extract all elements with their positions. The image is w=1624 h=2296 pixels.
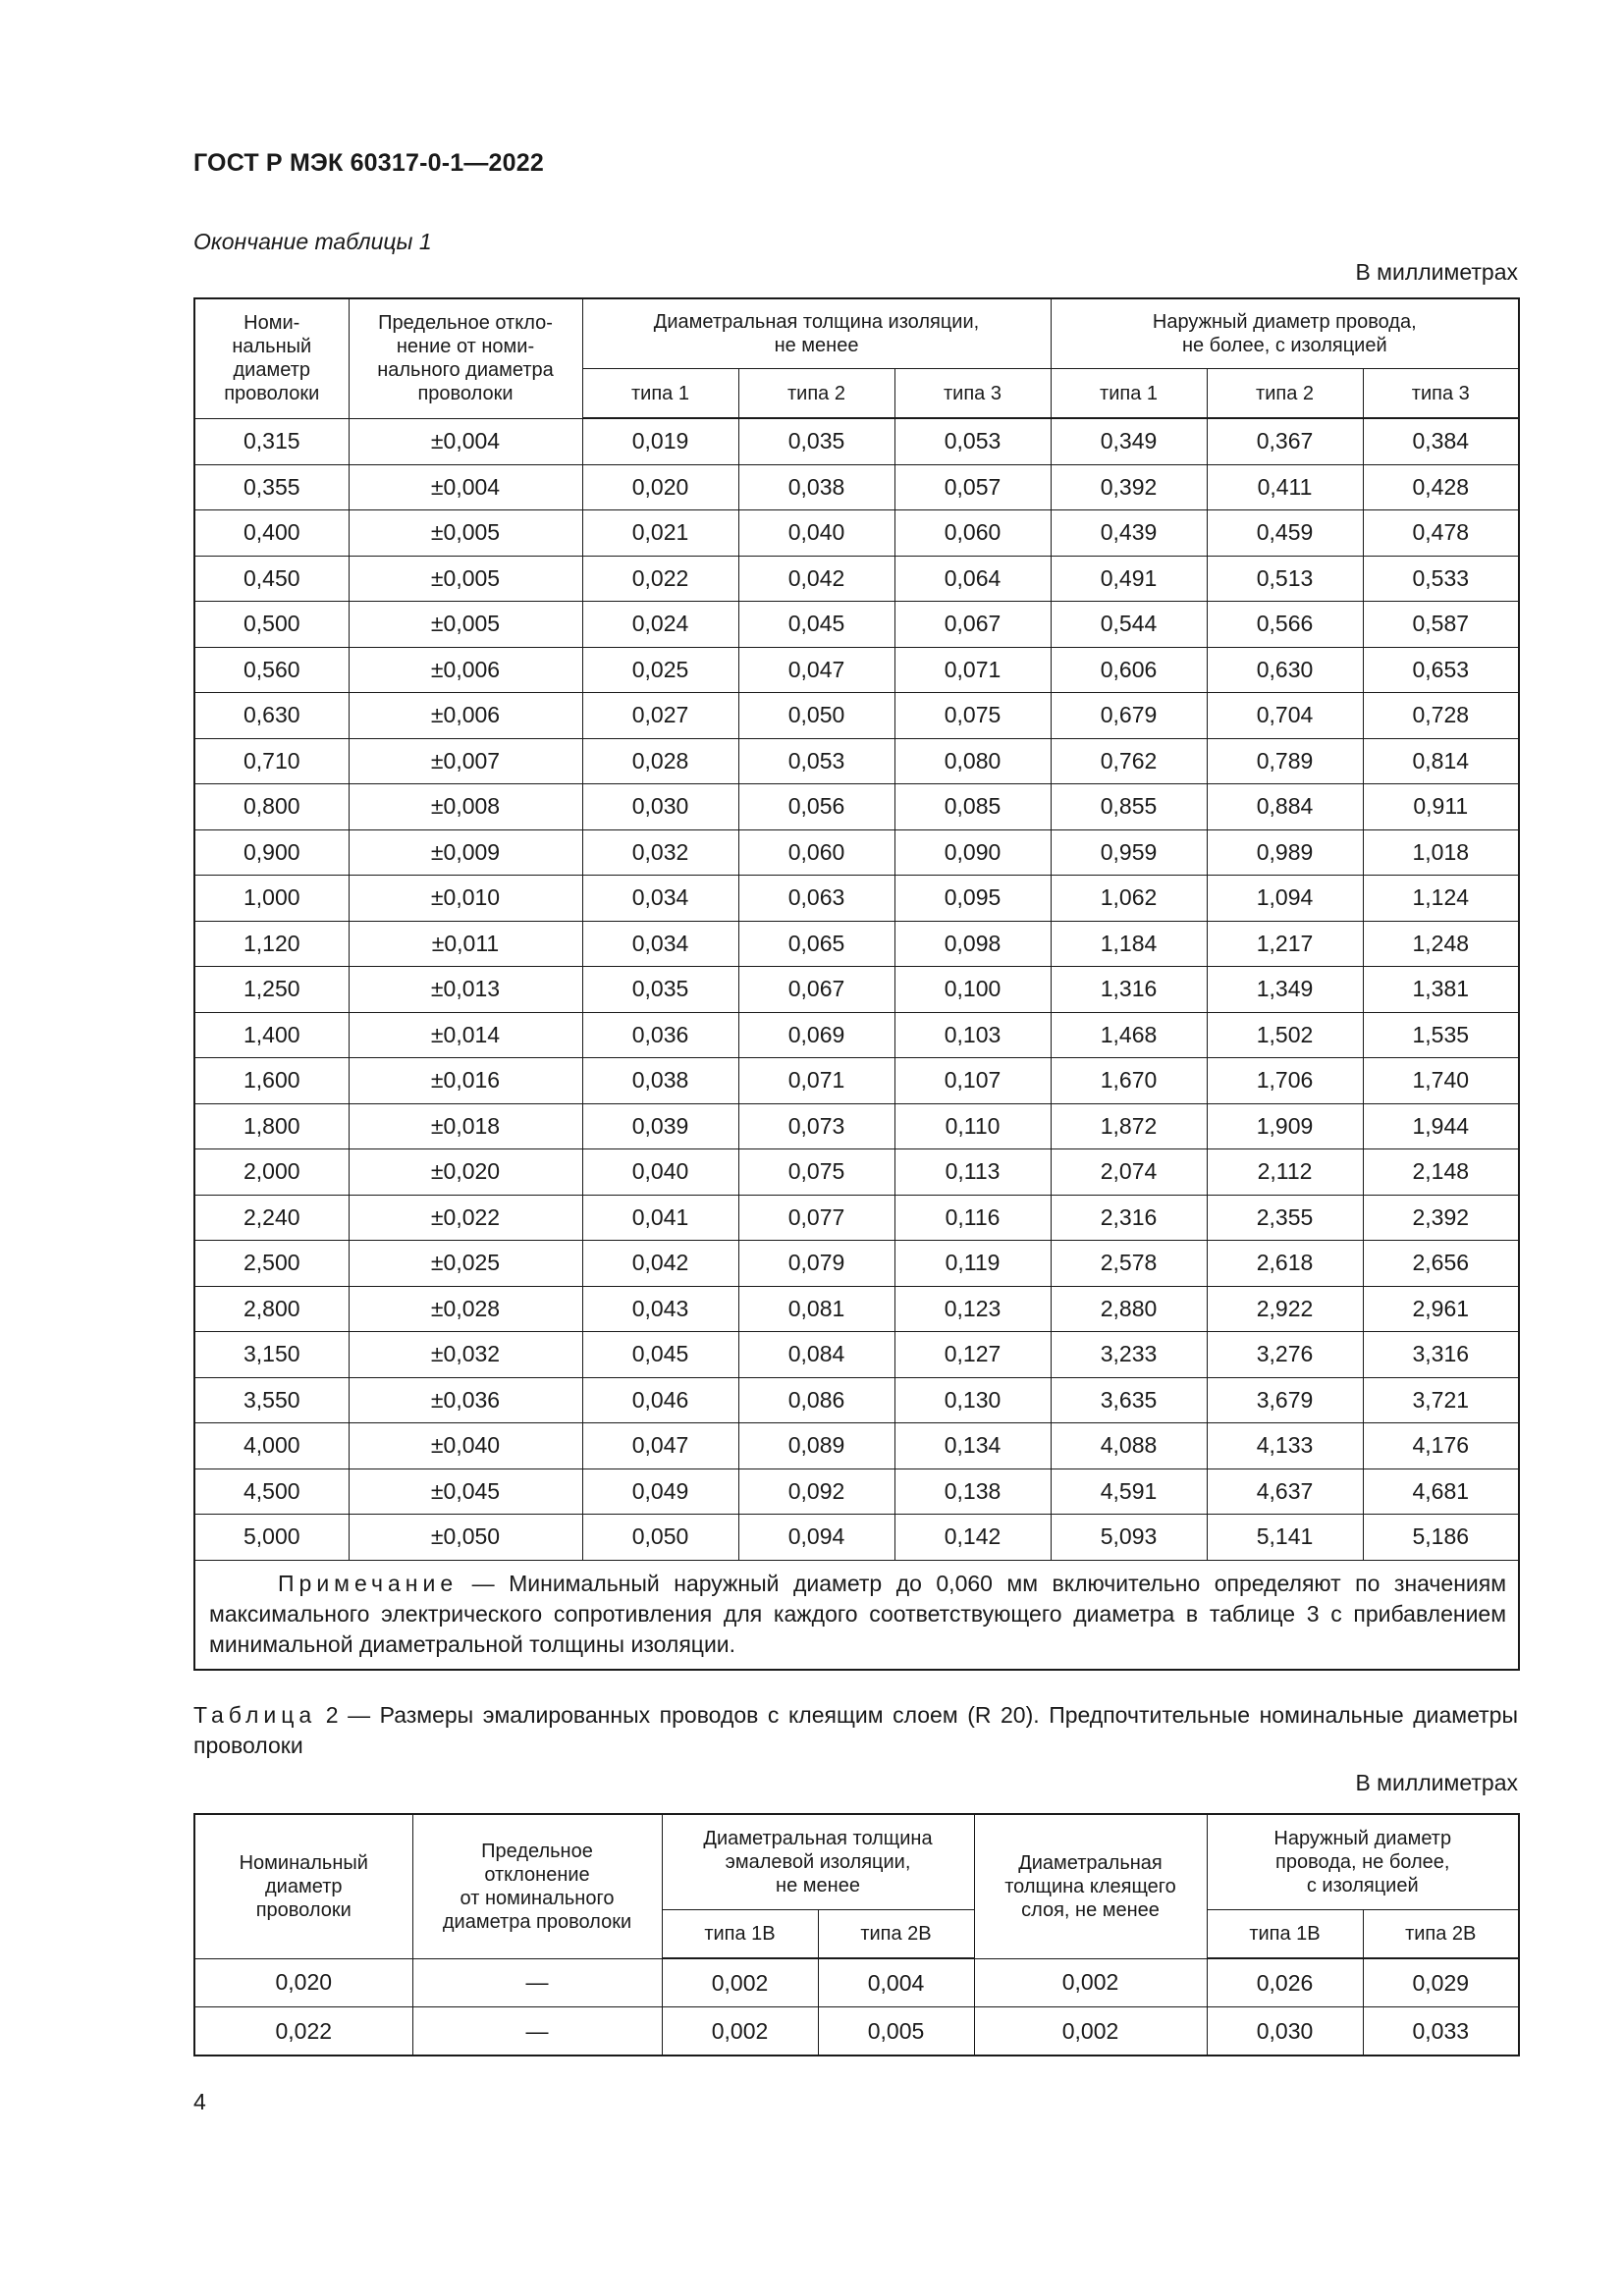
table-cell: 0,085: [894, 784, 1051, 830]
table-cell: 0,002: [662, 1958, 818, 2007]
table-cell: 0,911: [1363, 784, 1519, 830]
table-cell: 0,067: [738, 967, 894, 1013]
table-cell: 0,900: [194, 829, 349, 876]
table-cell: ±0,009: [349, 829, 582, 876]
table-row: [194, 921, 1519, 967]
table-row: [194, 1468, 1519, 1515]
table-cell: 0,065: [738, 921, 894, 967]
table-cell: 3,233: [1051, 1332, 1207, 1378]
table-cell: 0,080: [894, 738, 1051, 784]
table-cell: 0,134: [894, 1423, 1051, 1469]
table-cell: 0,042: [738, 556, 894, 602]
t2-subheader-type: типа 2В: [818, 1910, 974, 1959]
table-cell: 0,119: [894, 1241, 1051, 1287]
table-cell: 4,637: [1207, 1468, 1363, 1515]
table-cell: 0,884: [1207, 784, 1363, 830]
table-row: [194, 738, 1519, 784]
table-cell: 0,022: [194, 2007, 412, 2056]
table-row: [194, 876, 1519, 922]
table-cell: 0,022: [582, 556, 738, 602]
table-cell: 0,057: [894, 464, 1051, 510]
table-cell: 2,148: [1363, 1149, 1519, 1196]
table-cell: 0,142: [894, 1515, 1051, 1561]
table-cell: 0,800: [194, 784, 349, 830]
table-cell: 1,062: [1051, 876, 1207, 922]
table-cell: ±0,016: [349, 1058, 582, 1104]
table-cell: 0,073: [738, 1103, 894, 1149]
table-cell: 1,800: [194, 1103, 349, 1149]
table-cell: ±0,010: [349, 876, 582, 922]
table2: [193, 1813, 1520, 2056]
table-cell: 1,184: [1051, 921, 1207, 967]
table-cell: 4,133: [1207, 1423, 1363, 1469]
table-cell: 3,150: [194, 1332, 349, 1378]
table-row: [194, 464, 1519, 510]
table-cell: 1,670: [1051, 1058, 1207, 1104]
note-label: Примечание: [278, 1571, 459, 1596]
subheader-type: типа 1: [1051, 369, 1207, 419]
table-cell: 0,500: [194, 602, 349, 648]
table-cell: 0,025: [582, 647, 738, 693]
table-cell: 0,513: [1207, 556, 1363, 602]
table-cell: 0,384: [1363, 418, 1519, 464]
table-cell: 2,000: [194, 1149, 349, 1196]
table-cell: 0,855: [1051, 784, 1207, 830]
table-cell: 2,240: [194, 1195, 349, 1241]
table-cell: ±0,018: [349, 1103, 582, 1149]
table-row: [194, 647, 1519, 693]
table-cell: ±0,006: [349, 693, 582, 739]
table-cell: 0,411: [1207, 464, 1363, 510]
table-cell: 0,035: [582, 967, 738, 1013]
table-cell: ±0,005: [349, 556, 582, 602]
table1-caption: Окончание таблицы 1: [193, 229, 432, 254]
table-cell: 3,276: [1207, 1332, 1363, 1378]
table-cell: ±0,014: [349, 1012, 582, 1058]
table-cell: 3,635: [1051, 1377, 1207, 1423]
table-cell: 0,038: [582, 1058, 738, 1104]
table-row: [194, 418, 1519, 464]
table-cell: 2,961: [1363, 1286, 1519, 1332]
table-cell: 0,020: [194, 1958, 412, 2007]
table-cell: 0,042: [582, 1241, 738, 1287]
table-cell: 0,030: [582, 784, 738, 830]
table-cell: 0,762: [1051, 738, 1207, 784]
table-cell: 1,124: [1363, 876, 1519, 922]
table-cell: 0,728: [1363, 693, 1519, 739]
table-cell: 5,186: [1363, 1515, 1519, 1561]
table-cell: ±0,040: [349, 1423, 582, 1469]
table-cell: 3,721: [1363, 1377, 1519, 1423]
table-cell: 0,034: [582, 876, 738, 922]
table-cell: 0,560: [194, 647, 349, 693]
table-row: [194, 1958, 1519, 2007]
note-text: — Минимальный наружный диаметр до 0,060 мм включительно определяют по значениям максимального электрического сопротивления для каждого соответствующего диаметра в таблице 3 с прибавлением минимальной диаметральной толщины изоляции.: [209, 1571, 1507, 1657]
table-cell: 0,100: [894, 967, 1051, 1013]
table-cell: 2,880: [1051, 1286, 1207, 1332]
table-cell: 0,355: [194, 464, 349, 510]
table-cell: 3,679: [1207, 1377, 1363, 1423]
table-cell: 0,047: [582, 1423, 738, 1469]
table-cell: 0,035: [738, 418, 894, 464]
table-cell: 0,103: [894, 1012, 1051, 1058]
table-cell: 0,004: [818, 1958, 974, 2007]
table-cell: 0,092: [738, 1468, 894, 1515]
table-cell: ±0,036: [349, 1377, 582, 1423]
table-cell: 0,030: [1207, 2007, 1363, 2056]
t2-subheader-type: типа 1В: [662, 1910, 818, 1959]
table-cell: 0,098: [894, 921, 1051, 967]
table-cell: 0,079: [738, 1241, 894, 1287]
table-cell: 0,050: [582, 1515, 738, 1561]
table-cell: ±0,050: [349, 1515, 582, 1561]
table-cell: 0,036: [582, 1012, 738, 1058]
table-cell: 1,706: [1207, 1058, 1363, 1104]
table-cell: 0,060: [894, 510, 1051, 557]
table-cell: 0,123: [894, 1286, 1051, 1332]
table-cell: 1,944: [1363, 1103, 1519, 1149]
table-cell: 1,217: [1207, 921, 1363, 967]
table-cell: 0,033: [1363, 2007, 1519, 2056]
table-cell: —: [412, 1958, 662, 2007]
table-cell: ±0,011: [349, 921, 582, 967]
table-row: [194, 1241, 1519, 1287]
table-cell: 0,392: [1051, 464, 1207, 510]
table-cell: 0,043: [582, 1286, 738, 1332]
table-row: [194, 1149, 1519, 1196]
table-cell: 0,046: [582, 1377, 738, 1423]
table-row: [194, 1332, 1519, 1378]
table-row: [194, 1423, 1519, 1469]
table-cell: 0,029: [1363, 1958, 1519, 2007]
table-row: [194, 829, 1519, 876]
table-cell: 0,063: [738, 876, 894, 922]
table-cell: 0,491: [1051, 556, 1207, 602]
table-cell: 1,400: [194, 1012, 349, 1058]
col-header-deviation: Предельное откло- нение от номи- нального диаметра проволоки: [349, 298, 582, 418]
table-cell: 0,040: [582, 1149, 738, 1196]
table-cell: 0,630: [194, 693, 349, 739]
table-cell: 4,000: [194, 1423, 349, 1469]
table-cell: 0,349: [1051, 418, 1207, 464]
table-cell: 2,500: [194, 1241, 349, 1287]
table-cell: 0,026: [1207, 1958, 1363, 2007]
subheader-type: типа 2: [738, 369, 894, 419]
col-header-outer-diameter: Наружный диаметр провода, не более, с изоляцией: [1051, 298, 1519, 369]
table-cell: 0,116: [894, 1195, 1051, 1241]
table-row: [194, 784, 1519, 830]
table-cell: 0,113: [894, 1149, 1051, 1196]
table-cell: 0,533: [1363, 556, 1519, 602]
table-row: [194, 602, 1519, 648]
table-row: [194, 510, 1519, 557]
table-cell: 0,075: [738, 1149, 894, 1196]
table-cell: 0,077: [738, 1195, 894, 1241]
table-cell: 4,591: [1051, 1468, 1207, 1515]
table-cell: 0,045: [582, 1332, 738, 1378]
table-cell: 0,020: [582, 464, 738, 510]
table-cell: 0,138: [894, 1468, 1051, 1515]
subheader-type: типа 3: [894, 369, 1051, 419]
table-cell: 0,450: [194, 556, 349, 602]
table-cell: 0,045: [738, 602, 894, 648]
table-cell: 0,028: [582, 738, 738, 784]
table-cell: 0,704: [1207, 693, 1363, 739]
table-cell: 0,400: [194, 510, 349, 557]
table-cell: 0,084: [738, 1332, 894, 1378]
table-cell: 0,069: [738, 1012, 894, 1058]
table-cell: 0,067: [894, 602, 1051, 648]
table-row: [194, 1195, 1519, 1241]
table-cell: 2,922: [1207, 1286, 1363, 1332]
table2-label: Таблица: [193, 1702, 317, 1728]
table-cell: 1,872: [1051, 1103, 1207, 1149]
t2-subheader-type: типа 2В: [1363, 1910, 1519, 1959]
table-cell: 0,027: [582, 693, 738, 739]
table-row: [194, 1103, 1519, 1149]
t2-col-header-deviation: Предельное отклонение от номинального диаметра проволоки: [412, 1814, 662, 1958]
table-cell: ±0,032: [349, 1332, 582, 1378]
table1-note: [194, 1560, 1519, 1670]
table-cell: 0,428: [1363, 464, 1519, 510]
table-cell: 0,047: [738, 647, 894, 693]
table-cell: ±0,025: [349, 1241, 582, 1287]
table2-title: [193, 1700, 1518, 1761]
table-cell: 0,606: [1051, 647, 1207, 693]
table-cell: 0,053: [738, 738, 894, 784]
table2-title-text: 2 — Размеры эмалированных проводов с клеящим слоем (R 20). Предпочтительные номинальные диаметры проволоки: [193, 1702, 1518, 1758]
table-cell: 1,094: [1207, 876, 1363, 922]
table-cell: 2,316: [1051, 1195, 1207, 1241]
table-cell: 0,095: [894, 876, 1051, 922]
table-row: [194, 967, 1519, 1013]
table-cell: 0,050: [738, 693, 894, 739]
table-cell: 3,550: [194, 1377, 349, 1423]
table-cell: 1,740: [1363, 1058, 1519, 1104]
table-cell: 2,578: [1051, 1241, 1207, 1287]
table-row: [194, 1515, 1519, 1561]
table-cell: 0,056: [738, 784, 894, 830]
table-cell: ±0,020: [349, 1149, 582, 1196]
table-cell: 0,478: [1363, 510, 1519, 557]
table-cell: 2,112: [1207, 1149, 1363, 1196]
subheader-type: типа 2: [1207, 369, 1363, 419]
table-cell: 4,500: [194, 1468, 349, 1515]
table-cell: 0,439: [1051, 510, 1207, 557]
table-cell: 5,141: [1207, 1515, 1363, 1561]
table-cell: 1,000: [194, 876, 349, 922]
table-cell: 0,315: [194, 418, 349, 464]
table-cell: 0,127: [894, 1332, 1051, 1378]
table-cell: 0,789: [1207, 738, 1363, 784]
table-cell: 0,587: [1363, 602, 1519, 648]
table-cell: ±0,007: [349, 738, 582, 784]
table-cell: 0,064: [894, 556, 1051, 602]
table-cell: ±0,005: [349, 602, 582, 648]
col-header-nominal: Номи- нальный диаметр проволоки: [194, 298, 349, 418]
table-cell: ±0,004: [349, 418, 582, 464]
table-cell: 0,002: [974, 1958, 1207, 2007]
table-cell: 0,367: [1207, 418, 1363, 464]
table-cell: 0,814: [1363, 738, 1519, 784]
table1: [193, 297, 1520, 1671]
table-cell: —: [412, 2007, 662, 2056]
table-cell: 0,071: [894, 647, 1051, 693]
table-cell: 1,248: [1363, 921, 1519, 967]
table-cell: 3,316: [1363, 1332, 1519, 1378]
table-cell: 5,093: [1051, 1515, 1207, 1561]
table-row: [194, 556, 1519, 602]
t2-col-header-enamel-thickness: Диаметральная толщина эмалевой изоляции, не менее: [662, 1814, 974, 1910]
table-cell: 1,316: [1051, 967, 1207, 1013]
table-cell: 1,018: [1363, 829, 1519, 876]
table-cell: 0,653: [1363, 647, 1519, 693]
document-number: ГОСТ Р МЭК 60317-0-1—2022: [193, 149, 544, 177]
table-cell: 4,176: [1363, 1423, 1519, 1469]
table-cell: ±0,005: [349, 510, 582, 557]
table-row: [194, 1377, 1519, 1423]
table-cell: 0,002: [662, 2007, 818, 2056]
table2-units: В миллиметрах: [1355, 1770, 1518, 1795]
table-cell: 1,600: [194, 1058, 349, 1104]
table-row: [194, 1286, 1519, 1332]
table-cell: 4,088: [1051, 1423, 1207, 1469]
table-cell: 2,392: [1363, 1195, 1519, 1241]
table-cell: 1,120: [194, 921, 349, 967]
table1-units: В миллиметрах: [1355, 259, 1518, 285]
table-cell: 1,909: [1207, 1103, 1363, 1149]
table-cell: 0,130: [894, 1377, 1051, 1423]
table-cell: 0,544: [1051, 602, 1207, 648]
table-cell: 0,090: [894, 829, 1051, 876]
t2-subheader-type: типа 1В: [1207, 1910, 1363, 1959]
table-cell: 0,959: [1051, 829, 1207, 876]
table-cell: 5,000: [194, 1515, 349, 1561]
table-cell: 0,630: [1207, 647, 1363, 693]
table-cell: 0,038: [738, 464, 894, 510]
table-cell: 0,089: [738, 1423, 894, 1469]
table-cell: 2,074: [1051, 1149, 1207, 1196]
table-cell: 0,034: [582, 921, 738, 967]
table-cell: 2,618: [1207, 1241, 1363, 1287]
table-row: [194, 2007, 1519, 2056]
table-cell: 2,355: [1207, 1195, 1363, 1241]
table-row: [194, 693, 1519, 739]
table-cell: 0,107: [894, 1058, 1051, 1104]
table-cell: 1,349: [1207, 967, 1363, 1013]
table-cell: 0,679: [1051, 693, 1207, 739]
table-cell: ±0,022: [349, 1195, 582, 1241]
table-cell: 0,566: [1207, 602, 1363, 648]
table-cell: 4,681: [1363, 1468, 1519, 1515]
table-cell: 0,049: [582, 1468, 738, 1515]
table-cell: 0,094: [738, 1515, 894, 1561]
table-cell: 0,039: [582, 1103, 738, 1149]
table-cell: 0,081: [738, 1286, 894, 1332]
table-cell: ±0,045: [349, 1468, 582, 1515]
subheader-type: типа 1: [582, 369, 738, 419]
table-cell: 0,989: [1207, 829, 1363, 876]
table-cell: 0,002: [974, 2007, 1207, 2056]
table-cell: 1,381: [1363, 967, 1519, 1013]
table-cell: 0,040: [738, 510, 894, 557]
table-cell: ±0,028: [349, 1286, 582, 1332]
table-cell: 1,250: [194, 967, 349, 1013]
table-cell: ±0,006: [349, 647, 582, 693]
table-cell: 0,060: [738, 829, 894, 876]
table-cell: 0,024: [582, 602, 738, 648]
table-cell: 0,032: [582, 829, 738, 876]
table-cell: 0,071: [738, 1058, 894, 1104]
table-cell: 0,041: [582, 1195, 738, 1241]
table-cell: 2,800: [194, 1286, 349, 1332]
table-cell: ±0,008: [349, 784, 582, 830]
col-header-insulation-thickness: Диаметральная толщина изоляции, не менее: [582, 298, 1051, 369]
table-cell: 0,075: [894, 693, 1051, 739]
table-cell: 0,053: [894, 418, 1051, 464]
t2-col-header-adhesive-thickness: Диаметральная толщина клеящего слоя, не менее: [974, 1814, 1207, 1958]
table-cell: 1,502: [1207, 1012, 1363, 1058]
table-cell: 0,019: [582, 418, 738, 464]
table-cell: 0,110: [894, 1103, 1051, 1149]
table-cell: 0,021: [582, 510, 738, 557]
table-cell: ±0,013: [349, 967, 582, 1013]
table-cell: 2,656: [1363, 1241, 1519, 1287]
table-cell: 0,459: [1207, 510, 1363, 557]
table-cell: 1,468: [1051, 1012, 1207, 1058]
table-row: [194, 1012, 1519, 1058]
page-number: 4: [193, 2089, 206, 2114]
table-cell: 0,005: [818, 2007, 974, 2056]
subheader-type: типа 3: [1363, 369, 1519, 419]
t2-col-header-nominal: Номинальный диаметр проволоки: [194, 1814, 412, 1958]
t2-col-header-outer-diameter: Наружный диаметр провода, не более, с изоляцией: [1207, 1814, 1519, 1910]
table-cell: ±0,004: [349, 464, 582, 510]
table-cell: 0,086: [738, 1377, 894, 1423]
table-cell: 0,710: [194, 738, 349, 784]
table-cell: 1,535: [1363, 1012, 1519, 1058]
table-row: [194, 1058, 1519, 1104]
